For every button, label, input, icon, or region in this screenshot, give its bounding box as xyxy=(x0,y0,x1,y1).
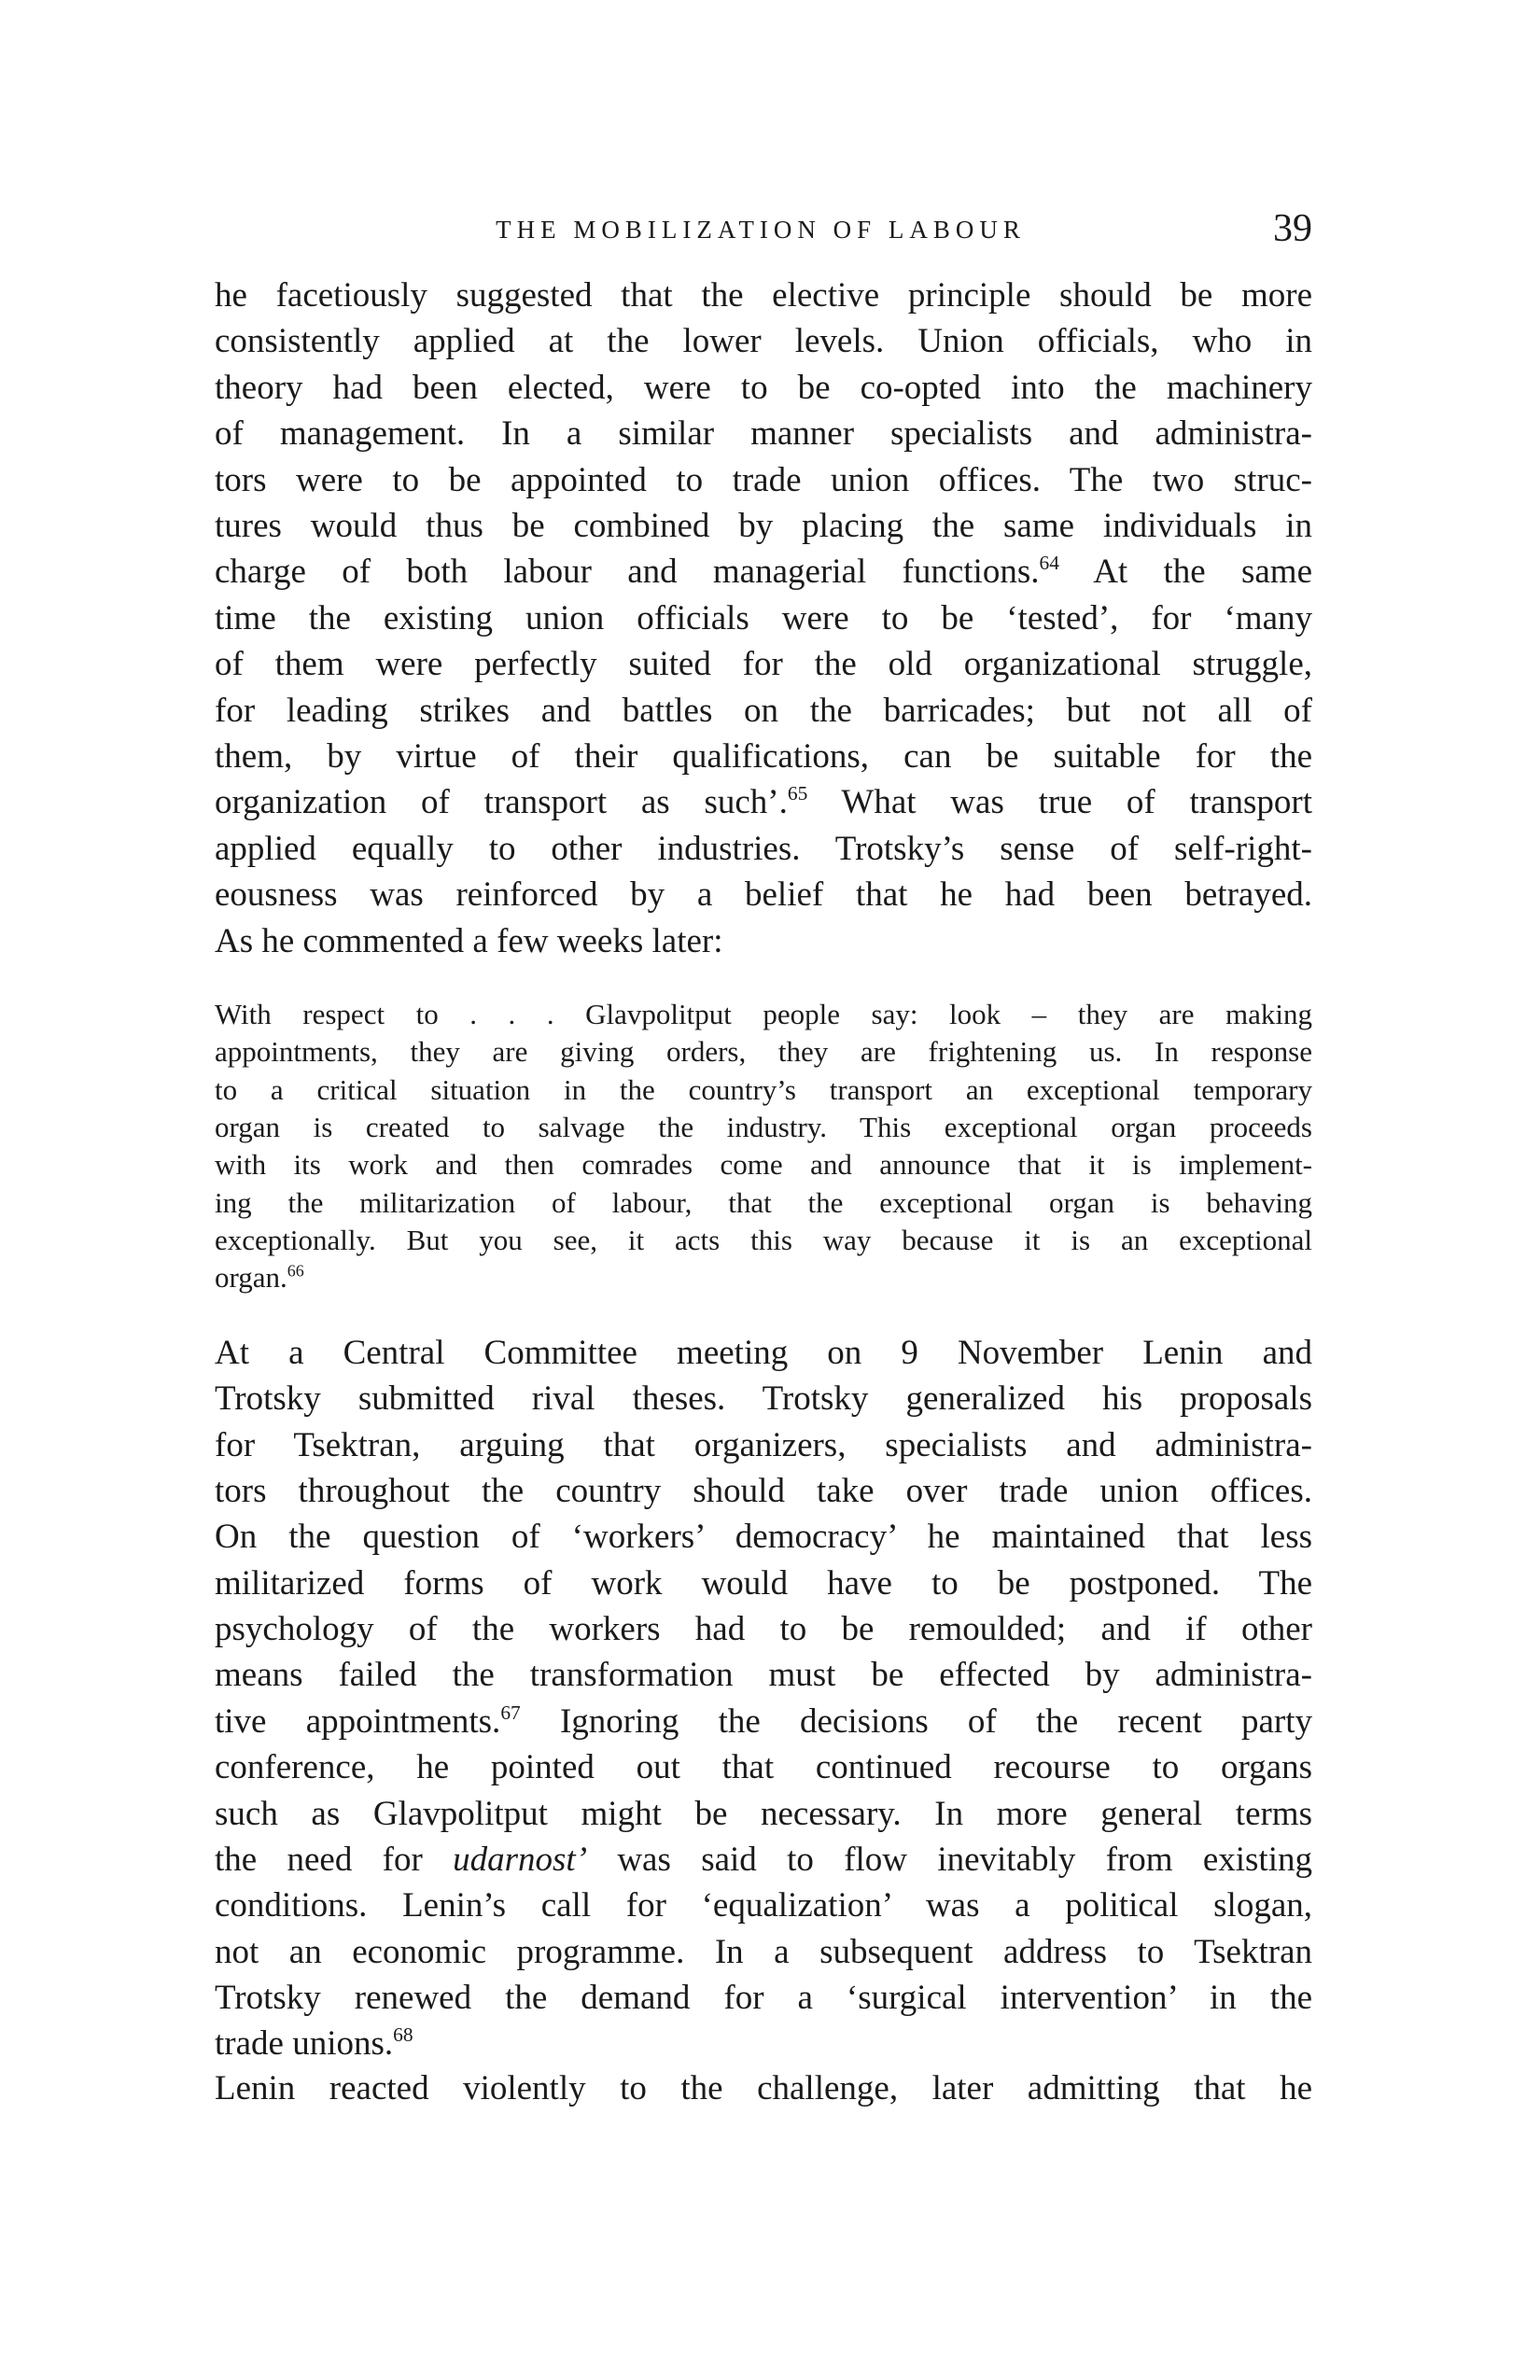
text-segment: What was true of transport xyxy=(807,783,1312,822)
text-segment: At a Central Committee meeting on 9 November Lenin and xyxy=(215,1334,1312,1372)
text-line xyxy=(215,1975,1312,2021)
text-line xyxy=(215,1744,1312,1790)
text-segment: organization of transport as such’. xyxy=(215,783,788,822)
text-line xyxy=(215,1837,1312,1883)
text-line xyxy=(215,996,1312,1033)
text-line xyxy=(215,779,1312,825)
italic-term: udarnost’ xyxy=(453,1840,588,1879)
text-segment: Trotsky renewed the demand for a ‘surgical intervention’ in the xyxy=(215,1978,1312,2017)
text-segment: theory had been elected, were to be co-opted into the machinery xyxy=(215,368,1312,407)
text-line xyxy=(215,1514,1312,1560)
footnote-marker: 67 xyxy=(500,1701,521,1724)
text-segment: tive appointments. xyxy=(215,1701,501,1741)
text-line xyxy=(215,1883,1312,1928)
text-line xyxy=(215,365,1312,411)
text-line xyxy=(215,1652,1312,1698)
text-segment: to a critical situation in the country’s transport an exceptional temporary xyxy=(215,1072,1312,1106)
text-segment: exceptionally. But you see, it acts this way because it is an exceptional xyxy=(215,1223,1312,1256)
text-line xyxy=(215,549,1312,595)
text-line xyxy=(215,1146,1312,1183)
text-segment: appointments, they are giving orders, they are frightening us. In response xyxy=(215,1035,1312,1069)
text-segment: them, by virtue of their qualifications, can be suitable for the xyxy=(215,737,1312,776)
text-segment: the need for xyxy=(215,1840,454,1879)
text-segment: consistently applied at the lower levels. Union officials, who in xyxy=(215,322,1312,361)
text-segment: applied equally to other industries. Trotsky’s sense of self-right- xyxy=(215,829,1312,868)
running-header: THE MOBILIZATION OF LABOUR xyxy=(496,216,1026,244)
footnote-marker: 65 xyxy=(787,782,808,805)
text-line xyxy=(215,273,1312,318)
text-line xyxy=(215,503,1312,549)
footnote-marker: 66 xyxy=(287,1261,304,1281)
text-line xyxy=(215,734,1312,779)
text-line xyxy=(215,1184,1312,1222)
text-segment: As he commented a few weeks later: xyxy=(215,921,723,960)
text-line xyxy=(215,1422,1312,1468)
text-line xyxy=(215,872,1312,917)
footnote-marker: 68 xyxy=(393,2023,413,2047)
text-segment: organ is created to salvage the industry. This exceptional organ proceeds xyxy=(215,1110,1312,1143)
text-segment: means failed the transformation must be effected by administra- xyxy=(215,1656,1312,1695)
text-segment: for Tsektran, arguing that organizers, specialists and administra- xyxy=(215,1425,1312,1464)
text-segment: ing the militarization of labour, that the exceptional organ is behaving xyxy=(215,1185,1312,1219)
text-segment: conditions. Lenin’s call for ‘equalization’ was a political slogan, xyxy=(215,1886,1312,1925)
text-line xyxy=(215,1929,1312,1975)
text-segment: tors were to be appointed to trade union offices. The two struc- xyxy=(215,460,1312,499)
text-segment: organ. xyxy=(215,1261,287,1295)
text-segment: with its work and then comrades come and announce that it is implement- xyxy=(215,1148,1312,1182)
text-segment: not an economic programme. In a subsequent address to Tsektran xyxy=(215,1932,1312,1971)
text-line xyxy=(215,1071,1312,1109)
text-line xyxy=(215,2065,1312,2111)
text-line xyxy=(215,1330,1312,1376)
text-segment: tures would thus be combined by placing the same individuals in xyxy=(215,507,1312,545)
text-line xyxy=(215,318,1312,364)
text-segment: time the existing union officials were to be ‘tested’, for ‘many xyxy=(215,598,1312,637)
text-segment: Trotsky submitted rival theses. Trotsky generalized his proposals xyxy=(215,1379,1312,1419)
text-segment: of them were perfectly suited for the old organizational struggle, xyxy=(215,645,1312,684)
text-line xyxy=(215,1791,1312,1837)
text-segment: Ignoring the decisions of the recent party xyxy=(520,1701,1312,1741)
text-line xyxy=(215,1561,1312,1606)
text-line xyxy=(215,595,1312,641)
text-line xyxy=(215,641,1312,687)
text-segment: was said to flow inevitably from existing xyxy=(587,1840,1312,1879)
text-line xyxy=(215,1033,1312,1071)
text-line xyxy=(215,918,1312,964)
text-line xyxy=(215,1606,1312,1652)
page-number: 39 xyxy=(1273,207,1312,250)
text-line xyxy=(215,826,1312,872)
text-segment: At the same xyxy=(1058,553,1312,592)
footnote-marker: 64 xyxy=(1039,552,1059,575)
text-segment: trade unions. xyxy=(215,2024,394,2064)
text-segment: of management. In a similar manner specialists and administra- xyxy=(215,414,1312,454)
text-line xyxy=(215,1468,1312,1514)
text-segment: he facetiously suggested that the elective principle should be more xyxy=(215,276,1312,315)
text-line xyxy=(215,1109,1312,1146)
text-segment: for leading strikes and battles on the barricades; but not all of xyxy=(215,691,1312,730)
text-segment: eousness was reinforced by a belief that he had been betrayed. xyxy=(215,875,1312,915)
text-line xyxy=(215,1699,1312,1744)
text-segment: militarized forms of work would have to be postponed. The xyxy=(215,1563,1312,1603)
text-segment: Lenin reacted violently to the challenge, later admitting that he xyxy=(215,2069,1312,2107)
text-segment: On the question of ‘workers’ democracy’ he maintained that less xyxy=(215,1518,1312,1557)
text-segment: conference, he pointed out that continued recourse to organs xyxy=(215,1748,1312,1787)
text-segment: such as Glavpolitput might be necessary. In more general terms xyxy=(215,1794,1312,1833)
text-line xyxy=(215,1376,1312,1421)
text-segment: psychology of the workers had to be remoulded; and if other xyxy=(215,1610,1312,1649)
text-line xyxy=(215,457,1312,503)
text-line xyxy=(215,1259,1312,1296)
text-line xyxy=(215,688,1312,734)
text-line xyxy=(215,411,1312,456)
text-segment: charge of both labour and managerial functions. xyxy=(215,553,1040,592)
text-line xyxy=(215,2021,1312,2066)
text-segment: With respect to . . . Glavpolitput people say: look – they are making xyxy=(215,998,1312,1030)
text-segment: tors throughout the country should take over trade union offices. xyxy=(215,1472,1312,1511)
text-line xyxy=(215,1222,1312,1259)
